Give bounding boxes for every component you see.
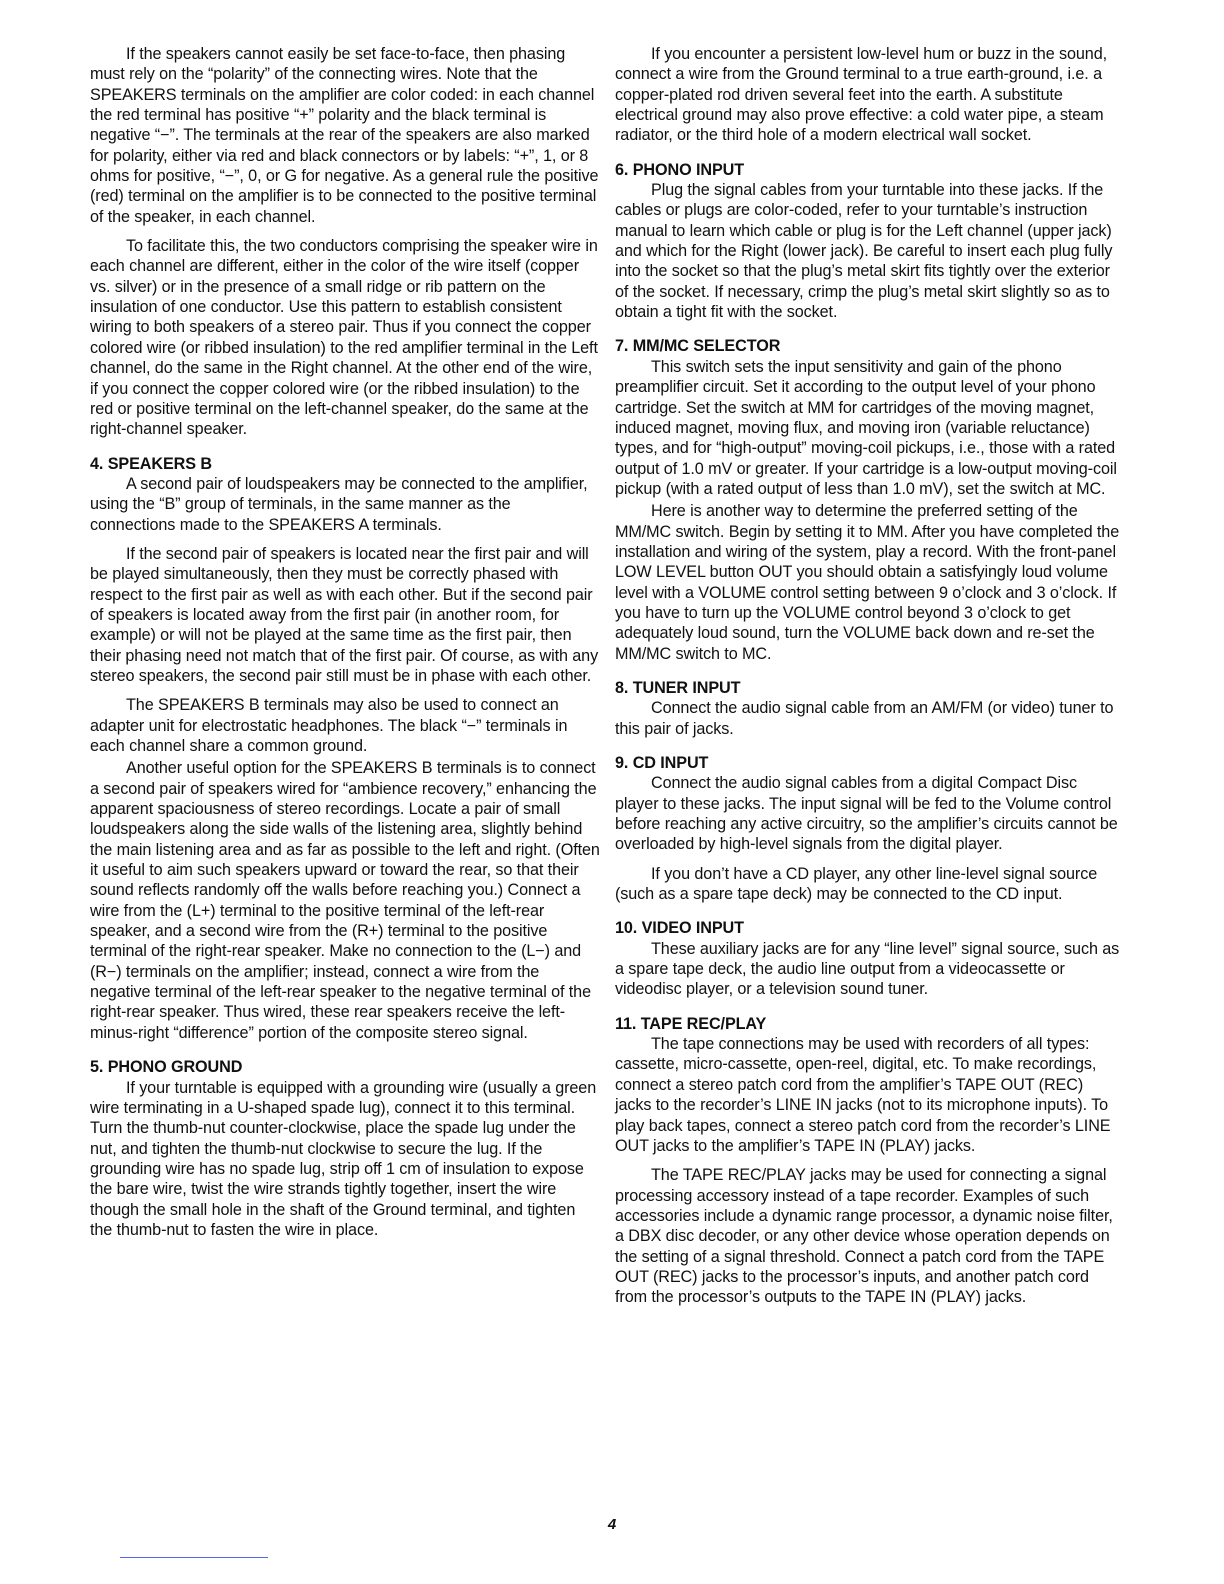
speakers-b-headphones-paragraph: The SPEAKERS B terminals may also be used to connect an adapter unit for electrostatic headphones. The black “−” terminals in each channel share a common ground. [90, 696, 568, 755]
section-heading-phono-input: 6. PHONO INPUT [615, 160, 745, 179]
tuner-input-paragraph: Connect the audio signal cable from an AM/FM (or video) tuner to this pair of jacks. [615, 699, 1114, 738]
speaker-polarity-paragraph: If the speakers cannot easily be set face-to-face, then phasing must rely on the “polarity” of the connecting wires. Note that the SPEAKERS terminals on the amplifier are color coded: in each channel the red terminal has positive “+” polarity and the black terminal is negative “−”. The terminals at the rear of the speakers are also marked for polarity, either via red and black connectors or by labels: “+”, 1, or 8 ohms for positive, “−”, 0, or G for negative. As a general rule the positive (red) terminal on the amplifier is to be connected to the positive terminal of the speaker, in each channel. [90, 45, 599, 226]
speakers-b-intro-paragraph: A second pair of loudspeakers may be connected to the amplifier, using the “B” group of terminals, in the same manner as the connections made to the SPEAKERS A terminals. [90, 474, 588, 534]
cd-input-alternative-paragraph: If you don’t have a CD player, any other line-level signal source (such as a spare tape deck) may be connected to the CD input. [615, 864, 1098, 904]
left-column [90, 44, 600, 1249]
speaker-wire-conductors-paragraph: To facilitate this, the two conductors comprising the speaker wire in each channel are different, either in the color of the wire itself (copper vs. silver) or in the presence of a small ridge or rib pattern on the insulation of one conductor. Use this pattern to establish consistent wiring to both speakers of a stereo pair. Thus if you connect the copper colored wire (or ribbed insulation) to the red amplifier terminal in the Left channel, do the same in the Right channel. At the other end of the wire, if you connect the copper colored wire (or the ribbed insulation) to the red or positive terminal on the left-channel speaker, do the same at the right-channel speaker. [90, 237, 598, 439]
page-number: 4 [607, 1516, 617, 1533]
video-input-paragraph: These auxiliary jacks are for any “line level” signal source, such as a spare tape deck, the audio line output from a videocassette or videodisc player, or a television sound tuner. [615, 939, 1120, 999]
section-heading-phono-ground: 5. PHONO GROUND [90, 1058, 243, 1077]
mm-mc-alternative-paragraph: Here is another way to determine the preferred setting of the MM/MC switch. Begin by setting it to MM. After you have completed the installation and wiring of the system, play a record. With the front-panel LOW LEVEL button OUT you should obtain a satisfyingly loud volume level with a VOLUME control setting between 9 o’clock and 3 o’clock. If you have to turn up the VOLUME control beyond 3 o’clock to get adequately loud sound, turn the VOLUME back down and re-set the MM/MC switch to MC. [615, 502, 1120, 663]
speakers-b-phasing-paragraph: If the second pair of speakers is located near the first pair and will be played simultaneously, then they must be correctly phased with respect to the first pair as well as with each other. But if the second pair of speakers is located away from the first pair (in another room, for example) or will not be played at the same time as the first pair, then their phasing need not match that of the first pair. Of course, as with any stereo speakers, the second pair still must be in phase with each other. [90, 544, 599, 685]
section-heading-tape-rec-play: 11. TAPE REC/PLAY [615, 1014, 767, 1033]
tape-rec-play-processor-paragraph: The TAPE REC/PLAY jacks may be used for connecting a signal processing accessory instead of a tape recorder. Examples of such accessories include a dynamic range processor, a dynamic noise filter, a DBX disc decoder, or any other device whose operation depends on the setting of a signal threshold. Connect a patch cord from the TAPE OUT (REC) jacks to the processor’s inputs, and another patch cord from the processor’s outputs to the TAPE IN (PLAY) jacks. [615, 1166, 1113, 1307]
phono-ground-paragraph: If your turntable is equipped with a grounding wire (usually a green wire terminating in a U-shaped spade lug), connect it to this terminal. Turn the thumb-nut counter-clockwise, place the spade lug under the nut, and tighten the thumb-nut clockwise to secure the lug. If the grounding wire has no spade lug, strip off 1 cm of insulation to expose the bare wire, twist the wire strands tightly together, insert the wire though the small hole in the shaft of the Ground terminal, and tighten the thumb-nut to fasten the wire in place. [90, 1078, 597, 1239]
section-heading-speakers-b: 4. SPEAKERS B [90, 454, 212, 473]
section-heading-cd-input: 9. CD INPUT [615, 754, 709, 772]
section-heading-mm-mc-selector: 7. MM/MC SELECTOR [615, 337, 781, 356]
hum-buzz-paragraph: If you encounter a persistent low-level hum or buzz in the sound, connect a wire from the Ground terminal to a true earth-ground, i.e. a copper-plated rod driven several feet into the earth. A substitute electrical ground may also prove effective: a cold water pipe, a steam radiator, or the third hole of a modern electrical wall socket. [615, 45, 1107, 145]
tape-rec-play-paragraph: The tape connections may be used with recorders of all types: cassette, micro-cassette, open-reel, digital, etc. To make recordings, connect a stereo patch cord from the amplifier’s TAPE OUT (REC) jacks to the recorder’s LINE IN jacks (not to its microphone inputs). To play back tapes, connect a stereo patch cord from the recorder’s LINE OUT jacks to the amplifier’s TAPE IN (PLAY) jacks. [615, 1035, 1111, 1155]
right-column [615, 44, 1120, 1317]
speakers-b-ambience-paragraph: Another useful option for the SPEAKERS B terminals is to connect a second pair of speakers wired for “ambience recovery,” enhancing the apparent spaciousness of stereo recordings. Locate a pair of small loudspeakers along the side walls of the listening area, slightly behind the main listening area and as far as possible to the left and right. (Often it useful to aim such speakers upward or toward the rear, so that their sound reflects randomly off the walls before reaching you.) Connect a wire from the (L+) terminal to the positive terminal of the left-rear speaker, and a second wire from the (R+) terminal to the positive terminal of the right-rear speaker. Make no connection to the (L−) and (R−) terminals on the amplifier; instead, connect a wire from the negative terminal of the left-rear speaker to the negative terminal of the right-rear speaker. Thus wired, these rear speakers receive the left-minus-right “difference” portion of the composite stereo signal. [90, 759, 600, 1042]
mm-mc-selector-paragraph: This switch sets the input sensitivity and gain of the phono preamplifier circuit. Set it according to the output level of your phono cartridge. Set the switch at MM for cartridges of the moving magnet, induced magnet, moving flux, and moving iron (variable reluctance) types, and for “high-output” moving-coil pickups, i.e., those with a rated output of 1.0 mV or greater. If your cartridge is a low-output moving-coil pickup (with a rated output of less than 1.0 mV), set the switch at MC. [615, 357, 1117, 498]
section-heading-tuner-input: 8. TUNER INPUT [615, 678, 741, 697]
phono-input-paragraph: Plug the signal cables from your turntable into these jacks. If the cables or plugs are color-coded, refer to your turntable’s instruction manual to learn which cable or plug is for the Left channel (upper jack) and which for the Right (lower jack). Be careful to insert each plug fully into the socket so that the plug’s metal skirt fits tightly over the exterior of the socket. If necessary, crimp the plug’s metal skirt slightly so as to obtain a tight fit with the socket. [615, 181, 1113, 322]
footer-rule [120, 1557, 268, 1558]
cd-input-paragraph: Connect the audio signal cables from a digital Compact Disc player to these jacks. The input signal will be fed to the Volume control before reaching any active circuitry, so the amplifier’s circuits cannot be overloaded by high-level signals from the digital player. [615, 774, 1118, 854]
section-heading-video-input: 10. VIDEO INPUT [615, 919, 744, 938]
